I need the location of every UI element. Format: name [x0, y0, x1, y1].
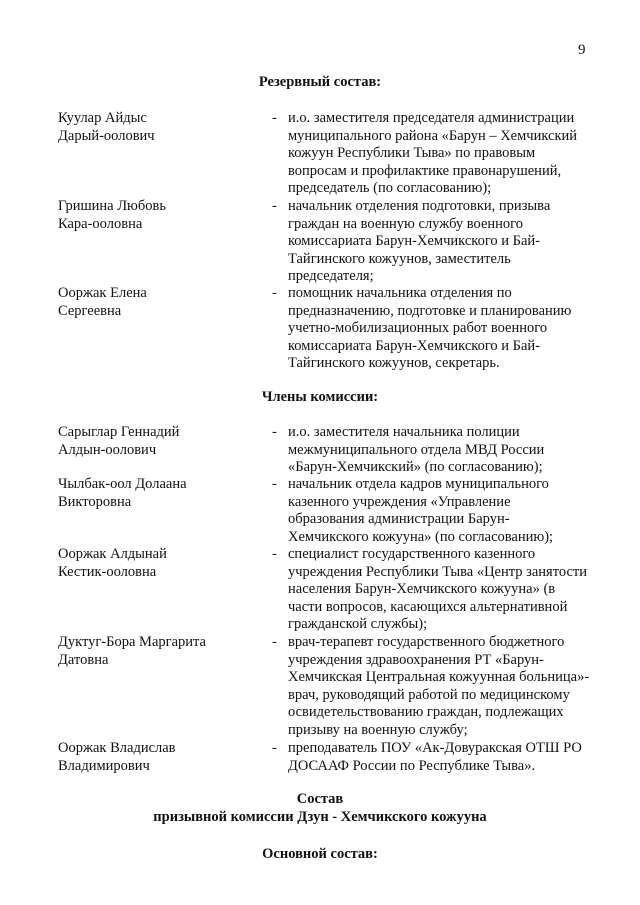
entry-description: помощник начальника отделения по предназначению, подготовке и планированию учетно-мобилизационных работ военного комиссариата Барун-Хемчикского и Бай- Тайгинского кожуунов, секретарь. — [288, 285, 572, 372]
entry-dash: - — [272, 285, 277, 301]
entry-name: Ооржак Алдынай Кестик-ооловна — [58, 546, 167, 580]
entry-name: Ооржак Владислав Владимирович — [58, 740, 176, 774]
entry-description: начальник отделения подготовки, призыва граждан на военную службу военного комиссариата Барун-Хемчикского и Бай- Тайгинского кожуунов, заместитель председателя; — [288, 198, 551, 285]
heading-composition-subtitle: призывной комиссии Дзун - Хемчикского кожууна — [153, 809, 487, 825]
entry-dash: - — [272, 110, 277, 126]
entry-name: Дуктуг-Бора Маргарита Датовна — [58, 634, 206, 668]
entry-name: Чылбак-оол Долаана Викторовна — [58, 476, 187, 510]
entry-dash: - — [272, 198, 277, 214]
entry-description: преподаватель ПОУ «Ак-Довуракская ОТШ РО ДОСААФ России по Республике Тыва». — [288, 740, 582, 774]
entry-name: Куулар Айдыс Дарый-оолович — [58, 110, 155, 144]
entry-dash: - — [272, 546, 277, 562]
entry-name: Гришина Любовь Кара-ооловна — [58, 198, 166, 232]
entry-description: врач-терапевт государственного бюджетного учреждения здравоохранения РТ «Барун- Хемчикская Центральная кожуунная больница»- врач, руководящий работой по медицинскому освидетельствованию граждан, подлежащих призыву на военную службу; — [288, 634, 590, 738]
entry-dash: - — [272, 634, 277, 650]
entry-dash: - — [272, 740, 277, 756]
entry-description: и.о. заместителя начальника полиции межмуниципального отдела МВД России «Барун-Хемчикский» (по согласованию); — [288, 424, 545, 476]
page-number: 9 — [578, 42, 586, 58]
heading-composition: Состав — [296, 791, 344, 807]
entry-name: Сарыглар Геннадий Алдын-оолович — [58, 424, 180, 458]
heading-reserve: Резервный состав: — [258, 74, 382, 90]
entry-description: и.о. заместителя председателя администрации муниципального района «Барун – Хемчикский кожуун Республики Тыва» по правовым вопросам и профилактике правонарушений, председатель (по согласованию); — [288, 110, 578, 197]
entry-description: начальник отдела кадров муниципального казенного учреждения «Управление образования администрации Барун- Хемчикского кожууна» (по согласованию); — [288, 476, 554, 545]
heading-main: Основной состав: — [262, 846, 378, 862]
entry-name: Ооржак Елена Сергеевна — [58, 285, 147, 319]
entry-dash: - — [272, 424, 277, 440]
entry-dash: - — [272, 476, 277, 492]
heading-members: Члены комиссии: — [261, 389, 379, 405]
entry-description: специалист государственного казенного учреждения Республики Тыва «Центр занятости населения Барун-Хемчикского кожууна» (в части вопросов, касающихся альтернативной гражданской службы); — [288, 546, 588, 633]
